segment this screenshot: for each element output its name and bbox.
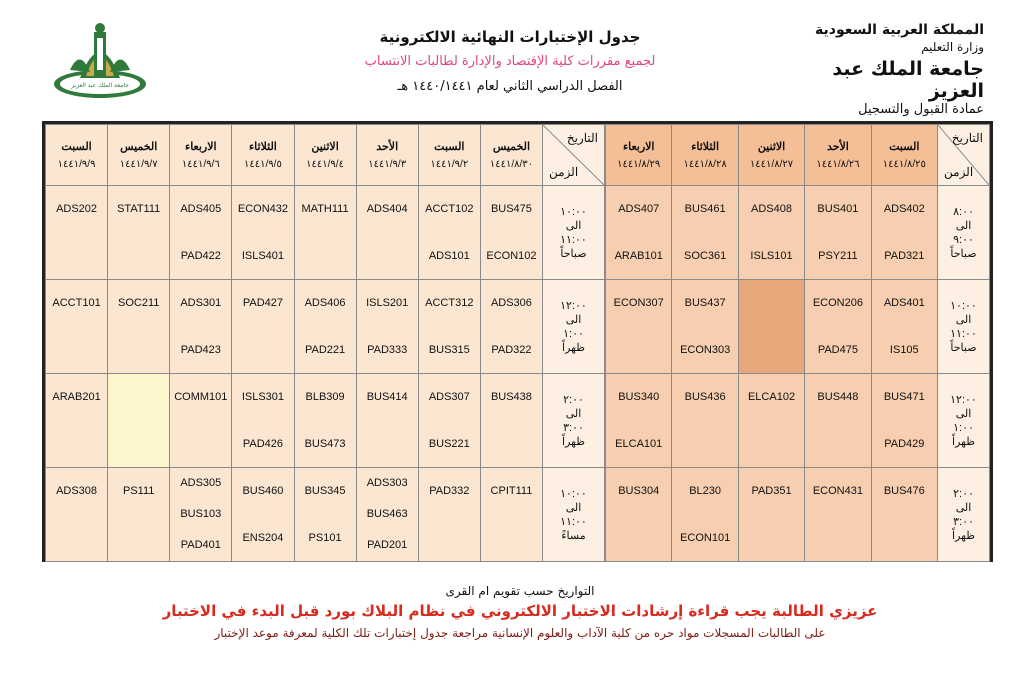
course-code <box>672 421 737 468</box>
course-code: PAD201 <box>367 539 408 551</box>
course-code <box>606 327 671 374</box>
exam-cell <box>606 468 672 562</box>
exam-cell <box>170 280 232 374</box>
course-code: ACCT101 <box>52 297 101 309</box>
corner-cell <box>938 125 990 186</box>
time-slot-text: ١:٠٠ <box>563 327 584 340</box>
time-slot-text: ٣:٠٠ <box>563 421 584 434</box>
course-code: SOC361 <box>684 249 727 262</box>
course-code: BUS401 <box>817 203 859 215</box>
exam-cell <box>871 280 937 374</box>
time-slot-row <box>46 468 605 562</box>
course-code <box>108 515 169 562</box>
exam-cell <box>738 468 804 562</box>
day-header: الأحد ١٤٤١/٩/٣ <box>356 125 418 186</box>
day-header: الاربعاء ١٤٤١/٩/٦ <box>170 125 232 186</box>
course-code: PSY211 <box>818 249 858 262</box>
course-code: BUS448 <box>817 391 859 403</box>
exam-cell <box>170 468 232 562</box>
schedule-table-week2 <box>45 124 605 562</box>
time-slot-cell <box>938 468 990 562</box>
logo-caption: جامعة الملك عبد العزيز <box>71 82 129 89</box>
exam-cell <box>606 186 672 280</box>
schedule-title: جدول الإختبارات النهائية الالكترونية <box>379 28 641 46</box>
exam-cell <box>46 468 108 562</box>
course-code <box>357 233 418 280</box>
time-slot-text: ١٢:٠٠ <box>950 393 977 406</box>
course-code: ISLS201 <box>366 297 409 309</box>
course-code: ADS101 <box>428 249 470 262</box>
time-slot-text: الى <box>565 313 582 326</box>
time-slot-text: الى <box>565 501 582 514</box>
course-code: BL230 <box>689 485 722 497</box>
course-code: ADS408 <box>751 203 793 215</box>
time-slot-cell <box>938 280 990 374</box>
course-code: BUS103 <box>180 508 222 520</box>
time-slot-text: ظهراً <box>952 529 975 542</box>
course-code: BUS473 <box>304 437 346 450</box>
exam-cell <box>418 468 480 562</box>
course-code: PAD333 <box>367 343 408 356</box>
course-code <box>805 421 870 468</box>
exam-cell <box>871 186 937 280</box>
time-slot-text: ١١:٠٠ <box>560 515 587 528</box>
course-code: PAD427 <box>242 297 284 309</box>
time-slot-row <box>46 186 605 280</box>
exam-cell <box>108 186 170 280</box>
course-code <box>805 515 870 562</box>
course-code: ADS404 <box>366 203 408 215</box>
time-slot-text: ١١:٠٠ <box>560 233 587 246</box>
day-header: السبت ١٤٤١/٩/٢ <box>418 125 480 186</box>
exam-cell <box>418 280 480 374</box>
schedule-subtitle: لجميع مقررات كلية الإقتصاد والإدارة لطالبات الانتساب <box>364 54 656 69</box>
time-slot-text: ظهراً <box>562 435 585 448</box>
course-code: PAD429 <box>884 437 925 450</box>
time-slot-row <box>46 280 605 374</box>
exam-cell <box>46 186 108 280</box>
course-code: PAD322 <box>491 343 532 356</box>
course-code: BUS437 <box>684 297 726 309</box>
time-slot-cell <box>543 374 605 468</box>
exam-cell <box>480 186 542 280</box>
exam-cell <box>232 468 294 562</box>
time-slot-text: صباحاً <box>950 247 977 260</box>
course-code <box>108 233 169 280</box>
time-slot-text: الى <box>955 313 972 326</box>
ministry-name: وزارة التعليم <box>921 40 984 54</box>
university-logo-icon <box>50 18 150 104</box>
course-code: BUS345 <box>304 485 346 497</box>
course-code: BUS471 <box>883 391 925 403</box>
day-header: الاثنين ١٤٤١/٨/٢٧ <box>738 125 804 186</box>
course-code: PAD321 <box>884 249 925 262</box>
day-header: الأحد ١٤٤١/٨/٢٦ <box>805 125 871 186</box>
course-code <box>46 327 107 374</box>
time-slot-row <box>606 186 990 280</box>
exam-cell <box>738 186 804 280</box>
time-slot-text: صباحاً <box>950 341 977 354</box>
course-code: ECON206 <box>812 297 863 309</box>
day-header: الاثنين ١٤٤١/٩/٤ <box>294 125 356 186</box>
exam-cell <box>356 280 418 374</box>
calendar-note: التواريخ حسب تقويم ام القرى <box>445 584 595 598</box>
course-code: BUS414 <box>366 391 408 403</box>
course-code: BUS463 <box>366 508 408 520</box>
exam-cell <box>672 280 738 374</box>
exam-cell <box>170 186 232 280</box>
course-code: ECON303 <box>680 343 731 356</box>
time-slot-text: ١٢:٠٠ <box>560 299 587 312</box>
date-label: التاريخ <box>951 131 983 145</box>
course-code <box>46 421 107 468</box>
schedule-title-block <box>330 28 690 94</box>
exam-cell <box>805 280 871 374</box>
course-code: PS101 <box>308 531 342 544</box>
exam-cell <box>294 280 356 374</box>
exam-cell <box>805 468 871 562</box>
time-slot-text: صباحاً <box>560 247 587 260</box>
time-slot-cell <box>938 374 990 468</box>
exam-cell <box>170 374 232 468</box>
course-code: BUS315 <box>428 343 470 356</box>
course-code: ISLS101 <box>750 249 793 262</box>
course-code <box>606 515 671 562</box>
day-header: السبت ١٤٤١/٩/٩ <box>46 125 108 186</box>
course-code: ECON431 <box>812 485 863 497</box>
course-code: ADS405 <box>180 203 222 215</box>
exam-cell <box>46 280 108 374</box>
exam-cell <box>672 374 738 468</box>
semester-label: الفصل الدراسي الثاني لعام ١٤٤٠/١٤٤١ هـ <box>397 79 623 94</box>
course-code: BUS460 <box>242 485 284 497</box>
exam-cell <box>871 468 937 562</box>
exam-cell <box>294 374 356 468</box>
date-label: التاريخ <box>566 131 598 145</box>
country-name: المملكة العربية السعودية <box>815 22 984 38</box>
course-code: ENS204 <box>242 531 284 544</box>
arts-college-note: على الطالبات المسجلات مواد حره من كلية الآداب والعلوم الإنسانية مراجعة جدول إختبارات تلك الكلية لمعرفة موعد الإختبار <box>214 626 826 640</box>
course-code <box>739 515 804 562</box>
schedule-footer <box>160 584 880 640</box>
exam-cell <box>480 280 542 374</box>
exam-cell <box>108 468 170 562</box>
course-code: ELCA101 <box>615 437 663 450</box>
course-code: ADS308 <box>56 485 98 497</box>
time-slot-text: ظهراً <box>562 341 585 354</box>
exam-cell <box>356 186 418 280</box>
course-code: BUS221 <box>428 437 470 450</box>
time-slot-text: ظهراً <box>952 435 975 448</box>
course-code: ADS303 <box>366 477 408 489</box>
exam-cell <box>805 374 871 468</box>
course-code: ADS401 <box>883 297 925 309</box>
day-header: الثلاثاء ١٤٤١/٨/٢٨ <box>672 125 738 186</box>
exam-cell <box>672 186 738 280</box>
course-code: PAD475 <box>817 343 858 356</box>
exam-cell <box>232 280 294 374</box>
day-header: السبت ١٤٤١/٨/٢٥ <box>871 125 937 186</box>
time-slot-text: مساءً <box>561 529 586 542</box>
course-code: CPIT111 <box>490 485 533 497</box>
exam-cell <box>738 374 804 468</box>
exam-cell <box>480 468 542 562</box>
course-code: ELCA102 <box>747 391 796 403</box>
day-header: الثلاثاء ١٤٤١/٩/٥ <box>232 125 294 186</box>
exam-cell <box>606 280 672 374</box>
time-slot-row <box>46 374 605 468</box>
course-code: ISLS301 <box>241 391 285 403</box>
time-slot-text: ١٠:٠٠ <box>560 205 587 218</box>
time-slot-text: الى <box>955 501 972 514</box>
exam-cell <box>672 468 738 562</box>
course-code: ADS406 <box>304 297 346 309</box>
course-code: ADS305 <box>180 477 222 489</box>
exam-schedule-sheet <box>42 121 993 562</box>
course-code: ADS402 <box>883 203 925 215</box>
course-code: IS105 <box>889 343 919 356</box>
time-slot-text: ٢:٠٠ <box>563 393 584 406</box>
course-code: PS111 <box>122 485 155 497</box>
exam-cell <box>805 186 871 280</box>
time-slot-text: ٨:٠٠ <box>953 205 974 218</box>
time-label: الزمن <box>549 165 579 179</box>
time-slot-text: ١١:٠٠ <box>950 327 977 340</box>
course-code: ECON432 <box>237 203 288 215</box>
time-slot-row <box>606 280 990 374</box>
course-code: ADS306 <box>490 297 532 309</box>
course-code: BUS461 <box>684 203 726 215</box>
time-slot-cell <box>543 468 605 562</box>
course-code <box>481 421 542 468</box>
time-slot-text: ١٠:٠٠ <box>950 299 977 312</box>
exam-cell <box>108 374 170 468</box>
course-code: PAD351 <box>751 485 792 497</box>
exam-cell <box>871 374 937 468</box>
time-slot-cell <box>938 186 990 280</box>
course-code: ACCT312 <box>425 297 474 309</box>
course-code: PAD401 <box>180 539 221 551</box>
time-slot-row <box>606 374 990 468</box>
time-slot-cell <box>543 186 605 280</box>
university-header <box>784 22 984 117</box>
exam-cell <box>232 186 294 280</box>
time-slot-text: الى <box>565 407 582 420</box>
course-code: STAT111 <box>117 203 161 215</box>
exam-cell <box>232 374 294 468</box>
exam-cell <box>480 374 542 468</box>
course-code: MATH111 <box>301 203 349 215</box>
course-code: BUS340 <box>618 391 660 403</box>
course-code <box>46 233 107 280</box>
course-code <box>419 515 480 562</box>
course-code: PAD221 <box>304 343 346 356</box>
exam-cell <box>46 374 108 468</box>
deanship-name: عمادة القبول والتسجيل <box>858 102 984 117</box>
schedule-table-week1 <box>605 124 990 562</box>
course-code: ECON307 <box>613 297 664 309</box>
course-code: PAD423 <box>180 343 221 356</box>
course-code: BUS475 <box>490 203 532 215</box>
time-slot-text: ٩:٠٠ <box>953 233 974 246</box>
time-slot-text: ١:٠٠ <box>953 421 974 434</box>
course-code: ARAB101 <box>614 249 663 262</box>
course-code: ECON101 <box>680 531 731 544</box>
course-code <box>481 515 542 562</box>
time-label: الزمن <box>944 165 974 179</box>
day-header: الاربعاء ١٤٤١/٨/٢٩ <box>606 125 672 186</box>
corner-cell <box>543 125 605 186</box>
course-code <box>357 421 418 468</box>
time-slot-text: ٣:٠٠ <box>953 515 974 528</box>
course-code <box>108 327 169 374</box>
exam-cell <box>294 468 356 562</box>
course-code: ADS202 <box>56 203 98 215</box>
exam-cell <box>356 468 418 562</box>
week2-header-row <box>46 125 605 186</box>
time-slot-text: الى <box>565 219 582 232</box>
time-slot-text: ١٠:٠٠ <box>560 487 587 500</box>
course-code: SOC211 <box>118 297 160 309</box>
course-code: PAD422 <box>180 249 221 262</box>
course-code: PAD426 <box>242 437 284 450</box>
course-code: BUS436 <box>684 391 726 403</box>
course-code: BUS438 <box>490 391 532 403</box>
day-header: الخميس ١٤٤١/٨/٣٠ <box>480 125 542 186</box>
exam-cell <box>738 280 804 374</box>
course-code: PAD332 <box>429 485 470 497</box>
course-code: ISLS401 <box>241 249 285 262</box>
course-code <box>170 421 231 468</box>
exam-cell <box>108 280 170 374</box>
time-slot-text: الى <box>955 407 972 420</box>
course-code: ECON102 <box>486 249 537 262</box>
time-slot-cell <box>543 280 605 374</box>
course-code <box>46 515 107 562</box>
course-code: ARAB201 <box>52 391 101 403</box>
course-code: COMM101 <box>174 391 228 403</box>
university-name: جامعة الملك عبد العزيز <box>832 58 984 102</box>
course-code <box>872 515 937 562</box>
blackboard-warning: عزيزي الطالبة يجب قراءة إرشادات الاختبار الالكتروني في نظام البلاك بورد قبل البدء في الاختبار <box>162 602 878 620</box>
course-code: BUS476 <box>883 485 925 497</box>
course-code: ACCT102 <box>425 203 474 215</box>
week1-header-row <box>606 125 990 186</box>
course-code: ADS301 <box>180 297 222 309</box>
course-code: ADS307 <box>428 391 470 403</box>
exam-cell <box>294 186 356 280</box>
time-slot-row <box>606 468 990 562</box>
course-code: BUS304 <box>618 485 660 497</box>
course-code: BLB309 <box>305 391 345 403</box>
exam-cell <box>418 186 480 280</box>
exam-cell <box>356 374 418 468</box>
course-code <box>295 233 356 280</box>
day-header: الخميس ١٤٤١/٩/٧ <box>108 125 170 186</box>
course-code <box>739 421 804 468</box>
time-slot-text: الى <box>955 219 972 232</box>
time-slot-text: ٢:٠٠ <box>953 487 974 500</box>
exam-cell <box>418 374 480 468</box>
course-code <box>232 327 293 374</box>
course-code: ADS407 <box>618 203 660 215</box>
exam-cell <box>606 374 672 468</box>
